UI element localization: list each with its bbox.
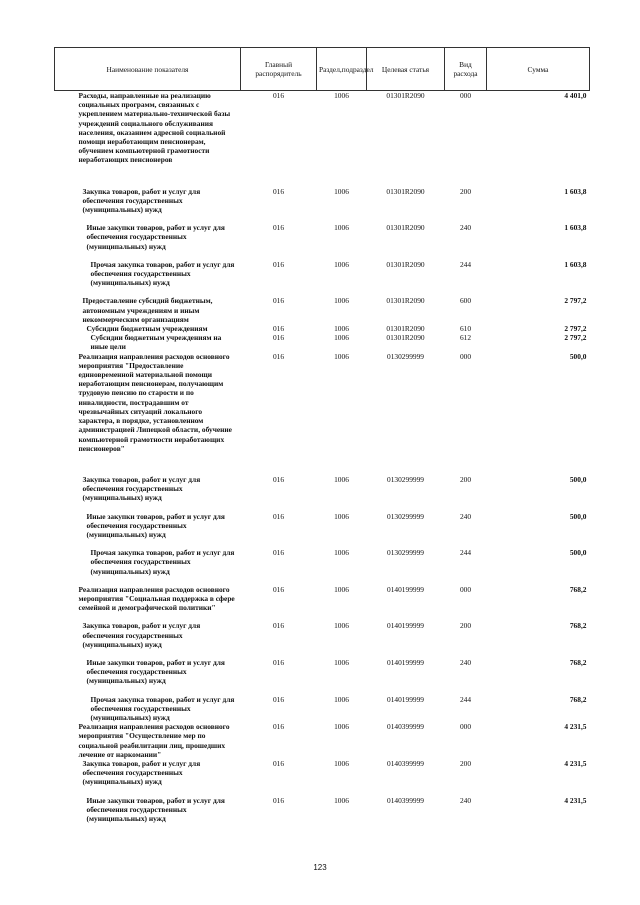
row-main-manager: 016 — [272, 324, 285, 334]
table-row — [55, 324, 590, 333]
row-target-article: 0140399999 — [387, 722, 424, 732]
budget-page — [54, 47, 589, 823]
row-section: 1006 — [334, 351, 349, 361]
row-target-article: 01301R2090 — [386, 223, 425, 233]
row-sum: 500,0 — [569, 474, 587, 484]
row-section: 1006 — [334, 91, 349, 100]
budget-table — [54, 47, 590, 823]
row-spacer — [55, 649, 590, 658]
row-section: 1006 — [334, 657, 349, 667]
row-main-manager: 016 — [272, 758, 285, 768]
row-sum: 768,2 — [569, 584, 587, 594]
row-main-manager: 016 — [272, 795, 285, 805]
row-expense-type: 240 — [459, 657, 472, 667]
row-target-article: 01301R2090 — [386, 296, 425, 306]
row-target-article: 0130299999 — [387, 548, 424, 558]
row-name: Прочая закупка товаров, работ и услуг для обеспечения государственных (муниципальных) нужд — [90, 548, 235, 576]
table-row — [55, 548, 590, 576]
table-row — [55, 333, 590, 351]
row-name: Закупка товаров, работ и услуг для обеспечения государственных (муниципальных) нужд — [82, 474, 201, 503]
table-row — [55, 695, 590, 723]
row-main-manager: 016 — [272, 296, 285, 306]
table-row — [55, 796, 590, 824]
row-sum: 1 603,8 — [564, 223, 587, 233]
row-sum: 1 603,8 — [564, 259, 587, 269]
row-spacer — [55, 251, 590, 260]
row-section: 1006 — [334, 259, 349, 269]
row-main-manager: 016 — [272, 333, 285, 343]
row-main-manager: 016 — [272, 474, 285, 484]
row-sum: 4 231,5 — [564, 795, 587, 805]
row-expense-type: 244 — [459, 548, 472, 558]
row-main-manager: 016 — [272, 548, 285, 558]
row-name: Закупка товаров, работ и услуг для обеспечения государственных (муниципальных) нужд — [82, 758, 201, 787]
row-spacer — [55, 686, 590, 695]
row-main-manager: 016 — [272, 722, 285, 732]
row-sum: 768,2 — [569, 657, 587, 667]
row-spacer — [55, 787, 590, 796]
row-name: Расходы, направленные на реализацию социальных программ, связанных с укреплением материально-технической базы учреждений социального обслуживания населения, оказанием адресной социальной помощи неработающим пенсионерам, обучением компьютерной грамотности неработающих пенсионеров — [78, 91, 231, 165]
row-section: 1006 — [334, 795, 349, 805]
row-expense-type: 200 — [459, 474, 472, 484]
row-expense-type: 240 — [459, 795, 472, 805]
row-main-manager: 016 — [272, 186, 285, 196]
row-spacer — [55, 539, 590, 548]
header-section: Раздел,подраздел — [317, 48, 367, 91]
row-sum: 1 603,8 — [564, 186, 587, 196]
table-row — [55, 722, 590, 759]
row-section: 1006 — [334, 474, 349, 484]
row-expense-type: 200 — [459, 186, 472, 196]
row-expense-type: 610 — [459, 324, 472, 334]
row-expense-type: 200 — [459, 758, 472, 768]
row-main-manager: 016 — [272, 351, 285, 361]
row-sum: 2 797,2 — [564, 324, 587, 334]
row-name: Иные закупки товаров, работ и услуг для обеспечения государственных (муниципальных) нужд — [86, 795, 225, 823]
row-section: 1006 — [334, 621, 349, 631]
row-target-article: 0130299999 — [387, 351, 424, 361]
row-spacer — [55, 612, 590, 621]
row-main-manager: 016 — [272, 621, 285, 631]
table-row — [55, 296, 590, 324]
row-expense-type: 000 — [459, 91, 472, 100]
row-name: Субсидии бюджетным учреждениям на иные цели — [90, 333, 222, 352]
row-section: 1006 — [334, 758, 349, 768]
row-sum: 500,0 — [569, 351, 587, 361]
row-main-manager: 016 — [272, 259, 285, 269]
row-main-manager: 016 — [272, 694, 285, 704]
row-name: Реализация направления расходов основного мероприятия "Предоставление единовременной материальной помощи неработающим пенсионерам, получающим трудовую пенсию по старости и по инвалидности, пострадавшим от чрезвычайных ситуаций локального характера, в порядке, установленном администрацией Липецкой области, обучение компьютерной грамотности неработающих пенсионеров" — [78, 351, 232, 453]
row-name: Реализация направления расходов основного мероприятия "Осуществление мер по социальной реабилитации лиц, прошедших лечение от наркомании" — [78, 722, 230, 759]
row-target-article: 0140399999 — [387, 795, 424, 805]
table-row — [55, 223, 590, 251]
row-spacer — [55, 165, 590, 187]
row-sum: 768,2 — [569, 694, 587, 704]
row-target-article: 01301R2090 — [386, 186, 425, 196]
table-row — [55, 585, 590, 613]
row-name: Закупка товаров, работ и услуг для обеспечения государственных (муниципальных) нужд — [82, 186, 201, 215]
row-name: Закупка товаров, работ и услуг для обеспечения государственных (муниципальных) нужд — [82, 621, 201, 649]
row-spacer — [55, 287, 590, 296]
row-spacer — [55, 214, 590, 223]
row-expense-type: 240 — [459, 511, 472, 521]
row-section: 1006 — [334, 548, 349, 558]
row-target-article: 01301R2090 — [386, 324, 425, 334]
table-row — [55, 512, 590, 540]
row-target-article: 0140399999 — [387, 758, 424, 768]
row-name: Прочая закупка товаров, работ и услуг для обеспечения государственных (муниципальных) нужд — [90, 259, 235, 288]
header-main-manager: Главный распорядитель — [241, 48, 317, 91]
row-name: Иные закупки товаров, работ и услуг для обеспечения государственных (муниципальных) нужд — [86, 657, 225, 686]
row-sum: 4 231,5 — [564, 758, 587, 768]
header-expense-type: Вид расхода — [445, 48, 487, 91]
table-header-row — [55, 48, 590, 91]
row-name: Предоставление субсидий бюджетным, автономным учреждениям и иным некоммерческим организациям — [82, 296, 213, 324]
row-expense-type: 244 — [459, 259, 472, 269]
row-sum: 4 231,5 — [564, 722, 587, 732]
row-name: Реализация направления расходов основного мероприятия "Социальная поддержка в сфере семейной и демографической политики" — [78, 584, 235, 613]
row-sum: 500,0 — [569, 511, 587, 521]
row-expense-type: 000 — [459, 722, 472, 732]
table-row — [55, 187, 590, 215]
page-number: 123 — [313, 863, 327, 872]
row-main-manager: 016 — [272, 511, 285, 521]
row-sum: 500,0 — [569, 548, 587, 558]
header-name: Наименование показателя — [55, 48, 241, 91]
table-body — [55, 91, 590, 824]
row-target-article: 01301R2090 — [386, 259, 425, 269]
table-row — [55, 759, 590, 787]
row-main-manager: 016 — [272, 223, 285, 233]
row-section: 1006 — [334, 694, 349, 704]
table-row — [55, 352, 590, 453]
row-target-article: 0140199999 — [387, 584, 424, 594]
row-target-article: 0130299999 — [387, 474, 424, 484]
row-main-manager: 016 — [272, 584, 285, 594]
row-expense-type: 000 — [459, 351, 472, 361]
row-main-manager: 016 — [272, 657, 285, 667]
row-spacer — [55, 576, 590, 585]
row-expense-type: 000 — [459, 584, 472, 594]
table-row — [55, 260, 590, 288]
row-section: 1006 — [334, 584, 349, 594]
row-section: 1006 — [334, 186, 349, 196]
row-name: Иные закупки товаров, работ и услуг для обеспечения государственных (муниципальных) нужд — [86, 223, 225, 251]
row-name: Иные закупки товаров, работ и услуг для обеспечения государственных (муниципальных) нужд — [86, 511, 225, 539]
row-spacer — [55, 503, 590, 512]
row-expense-type: 240 — [459, 223, 472, 233]
table-row — [55, 621, 590, 649]
row-expense-type: 612 — [459, 333, 472, 343]
row-section: 1006 — [334, 511, 349, 521]
row-target-article: 01301R2090 — [386, 91, 425, 100]
row-target-article: 01301R2090 — [386, 333, 425, 343]
row-section: 1006 — [334, 223, 349, 233]
row-spacer — [55, 453, 590, 475]
table-row — [55, 91, 590, 165]
row-target-article: 0140199999 — [387, 694, 424, 704]
row-target-article: 0140199999 — [387, 657, 424, 667]
row-target-article: 0140199999 — [387, 621, 424, 631]
table-row — [55, 658, 590, 686]
row-sum: 4 401,0 — [564, 91, 587, 100]
row-sum: 768,2 — [569, 621, 587, 631]
row-expense-type: 244 — [459, 694, 472, 704]
row-section: 1006 — [334, 722, 349, 732]
row-target-article: 0130299999 — [387, 511, 424, 521]
row-expense-type: 600 — [459, 296, 472, 306]
row-name: Субсидии бюджетным учреждениям — [86, 324, 208, 334]
header-sum: Сумма — [487, 48, 590, 91]
row-section: 1006 — [334, 296, 349, 306]
table-row — [55, 475, 590, 503]
header-target-article: Целевая статья — [367, 48, 445, 91]
row-name: Прочая закупка товаров, работ и услуг для обеспечения государственных (муниципальных) нужд — [90, 694, 235, 722]
row-section: 1006 — [334, 324, 349, 334]
row-expense-type: 200 — [459, 621, 472, 631]
row-sum: 2 797,2 — [564, 296, 587, 306]
row-section: 1006 — [334, 333, 349, 343]
row-sum: 2 797,2 — [564, 333, 587, 343]
row-main-manager: 016 — [272, 91, 285, 100]
